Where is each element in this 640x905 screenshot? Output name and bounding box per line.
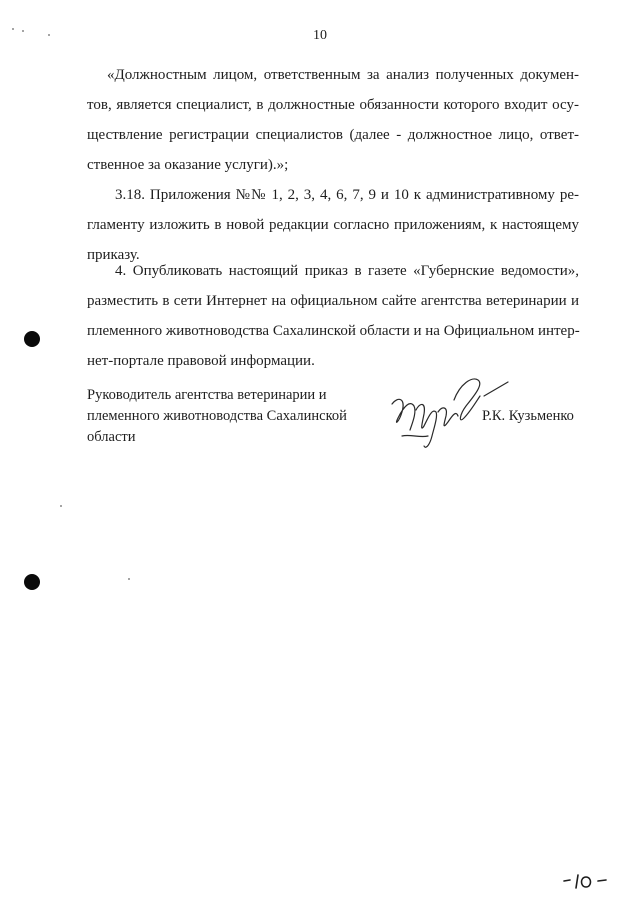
- signature-position-line: области: [87, 429, 136, 445]
- signer-name: Р.К. Кузьменко: [482, 408, 574, 424]
- punch-hole-mark: [24, 574, 40, 590]
- page-number: 10: [313, 28, 327, 43]
- paragraph-line: «Должностным лицом, ответственным за анализ полученных докумен-: [107, 67, 579, 83]
- paragraph-line: тов, является специалист, в должностные обязанности которого входит осу-: [87, 97, 579, 113]
- paragraph-line: ществление регистрации специалистов (далее - должностное лицо, ответ-: [87, 127, 579, 143]
- scan-speck: [128, 578, 130, 580]
- punch-hole-mark: [24, 331, 40, 347]
- paragraph-line: племенного животноводства Сахалинской области и на Официальном интер-: [87, 323, 580, 339]
- handwritten-page-mark: [560, 868, 616, 892]
- signature-position-line: Руководитель агентства ветеринарии и: [87, 387, 327, 403]
- paragraph-line: 4. Опубликовать настоящий приказ в газете «Губернские ведомости»,: [115, 263, 579, 279]
- paragraph-line: 3.18. Приложения №№ 1, 2, 3, 4, 6, 7, 9 и 10 к административному ре-: [115, 187, 579, 203]
- signature-position-line: племенного животноводства Сахалинской: [87, 408, 347, 424]
- paragraph-line: гламенту изложить в новой редакции согласно приложениям, к настоящему: [87, 217, 579, 233]
- paragraph-line: приказу.: [87, 247, 140, 263]
- scan-speck: [12, 28, 14, 30]
- scan-speck: [22, 30, 24, 32]
- handwritten-signature: [380, 366, 520, 456]
- scan-speck: [60, 505, 62, 507]
- scan-speck: [48, 34, 50, 36]
- paragraph-line: ственное за оказание услуги).»;: [87, 157, 289, 173]
- paragraph-line: разместить в сети Интернет на официальном сайте агентства ветеринарии и: [87, 293, 579, 309]
- paragraph-line: нет-портале правовой информации.: [87, 353, 315, 369]
